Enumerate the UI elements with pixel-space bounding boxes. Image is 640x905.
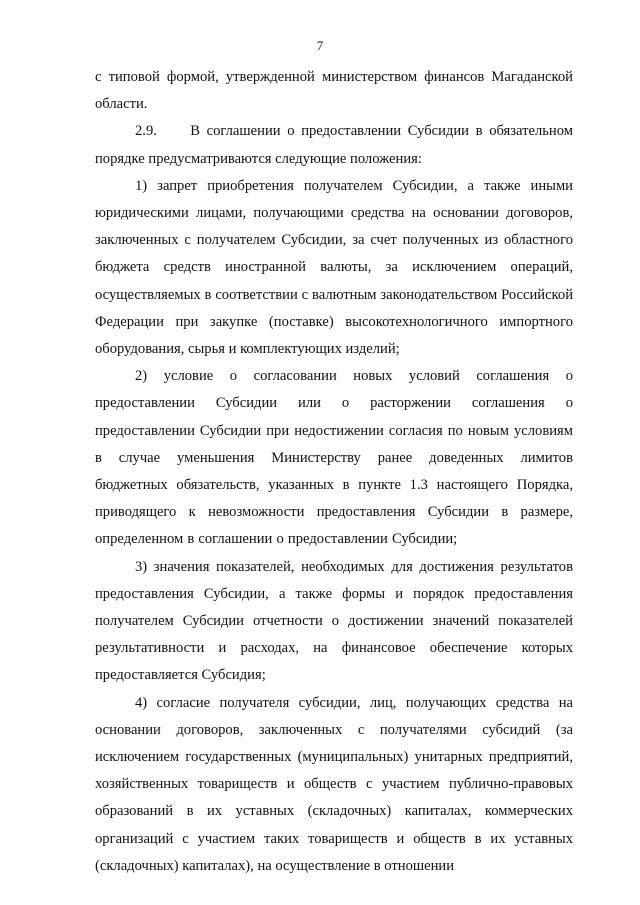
paragraph-continuation: с типовой формой, утвержденной министерством финансов Магаданской области.: [95, 69, 573, 113]
page-number: 7: [316, 38, 324, 53]
paragraph-item-3: 3) значения показателей, необходимых для достижения результатов предоставления Субсидии, а также формы и порядок предоставления получателем Субсидии отчетности о достижении значений показателей результативности и расходах, на финансовое обеспечение которых предоставляется Субсидия;: [95, 558, 573, 684]
paragraph-item-4: 4) согласие получателя субсидии, лиц, получающих средства на основании договоров, заключенных с получателями субсидий (за исключением государственных (муниципальных) унитарных предприятий, хозяйственных товариществ и обществ с участием публично-правовых образований в их уставных (складочных) капиталах, коммерческих организаций с участием таких товариществ и обществ в их уставных (складочных) капиталах), на осуществление в отношении: [95, 694, 573, 874]
document-body: [95, 64, 573, 880]
paragraph-item-1: 1) запрет приобретения получателем Субсидии, а также иными юридическими лицами, получающими средства на основании договоров, заключенных с получателем Субсидии, за счет полученных из областного бюджета средств иностранной валюты, за исключением операций, осуществляемых в соответствии с валютным законодательством Российской Федерации при закупке (поставке) высокотехнологичного импортного оборудования, сырья и комплектующих изделий;: [95, 177, 573, 358]
paragraph-item-2: 2) условие о согласовании новых условий соглашения о предоставлении Субсидии или о расторжении соглашения о предоставлении Субсидии при недостижении согласия по новым условиям в случае уменьшения Министерству ранее доведенных лимитов бюджетных обязательств, указанных в пункте 1.3 настоящего Порядка, приводящего к невозможности предоставления Субсидии в размере, определенном в соглашении о предоставлении Субсидии;: [95, 368, 573, 548]
paragraph-clause-2-9: 2.9. В соглашении о предоставлении Субсидии в обязательном порядке предусматриваются следующие положения:: [95, 123, 573, 167]
